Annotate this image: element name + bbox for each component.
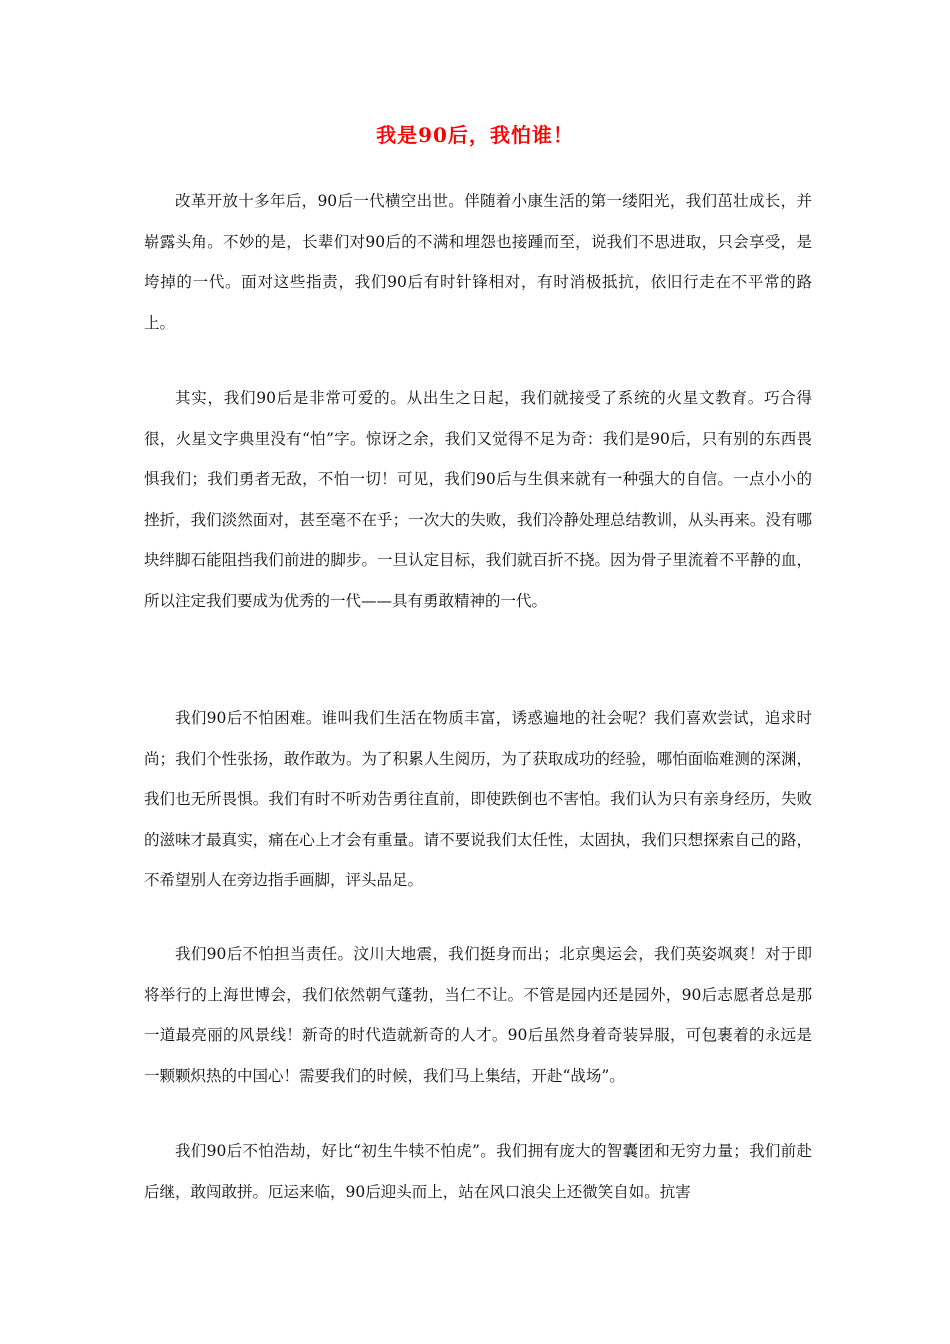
- paragraph-2: 其实，我们90后是非常可爱的。从出生之日起，我们就接受了系统的火星文教育。巧合得很，火星文字典里没有“怕”字。惊讶之余，我们又觉得不足为奇：我们是90后，只有别的东西畏惧我们；我们勇者无敌，不怕一切！可见，我们90后与生俱来就有一种强大的自信。一点小小的挫折，我们淡然面对，甚至毫不在乎；一次大的失败，我们冷静处理总结教训，从头再来。没有哪块绊脚石能阻挡我们前进的脚步。一旦认定目标，我们就百折不挠。因为骨子里流着不平静的血，所以注定我们要成为优秀的一代——具有勇敢精神的一代。: [144, 389, 812, 610]
- document-title: 我是90后，我怕谁！: [376, 123, 574, 147]
- paragraph-3: 我们90后不怕困难。谁叫我们生活在物质丰富，诱惑遍地的社会呢？我们喜欢尝试，追求时尚；我们个性张扬，敢作敢为。为了积累人生阅历，为了获取成功的经验，哪怕面临难测的深渊，我们也无所畏惧。我们有时不听劝告勇往直前，即使跌倒也不害怕。我们认为只有亲身经历，失败的滋味才最真实，痛在心上才会有重量。请不要说我们太任性，太固执，我们只想探索自己的路，不希望别人在旁边指手画脚，评头品足。: [144, 709, 812, 889]
- paragraph-5: 我们90后不怕浩劫，好比“初生牛犊不怕虎”。我们拥有庞大的智囊团和无穷力量；我们前赴后继，敢闯敢拼。厄运来临，90后迎头而上，站在风口浪尖上还微笑自如。抗害: [144, 1142, 812, 1201]
- paragraph-1: 改革开放十多年后，90后一代横空出世。伴随着小康生活的第一缕阳光，我们茁壮成长，并崭露头角。不妙的是，长辈们对90后的不满和埋怨也接踵而至，说我们不思进取，只会享受，是垮掉的一代。面对这些指责，我们90后有时针锋相对，有时消极抵抗，依旧行走在不平常的路上。: [144, 192, 812, 332]
- paragraph-4: 我们90后不怕担当责任。汶川大地震，我们挺身而出；北京奥运会，我们英姿飒爽！对于即将举行的上海世博会，我们依然朝气蓬勃，当仁不让。不管是园内还是园外，90后志愿者总是那一道最亮丽的风景线！新奇的时代造就新奇的人才。90后虽然身着奇装异服，可包裹着的永远是一颗颗炽热的中国心！需要我们的时候，我们马上集结，开赴“战场”。: [144, 945, 812, 1085]
